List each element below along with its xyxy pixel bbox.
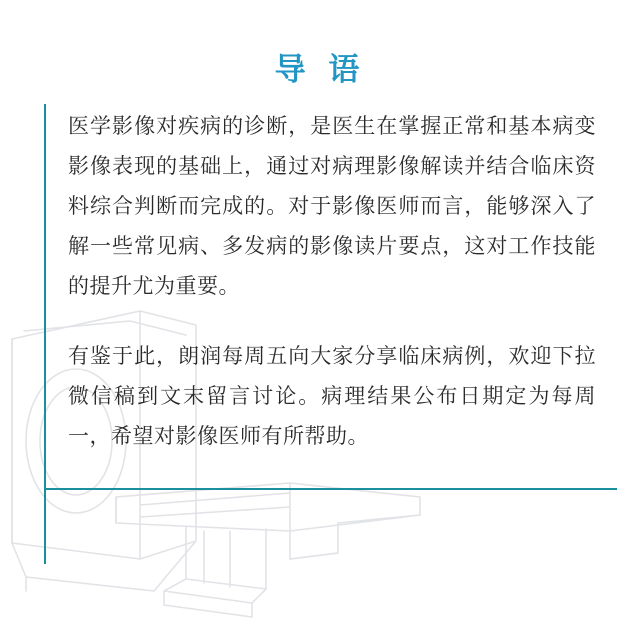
page-title: 导 语	[274, 52, 366, 88]
horizontal-rule	[44, 488, 617, 490]
paragraph-1: 医学影像对疾病的诊断，是医生在掌握正常和基本病变影像表现的基础上，通过对病理影像解读并结合临床资料综合判断而完成的。对于影像医师而言，能够深入了解一些常见病、多发病的影像读片要点，这对工作技能的提升尤为重要。	[68, 114, 596, 298]
body-text	[68, 106, 596, 456]
paragraph-2: 有鉴于此，朗润每周五向大家分享临床病例，欢迎下拉微信稿到文末留言讨论。病理结果公布日期定为每周一，希望对影像医师有所帮助。	[68, 344, 596, 448]
vertical-rule	[44, 104, 46, 564]
